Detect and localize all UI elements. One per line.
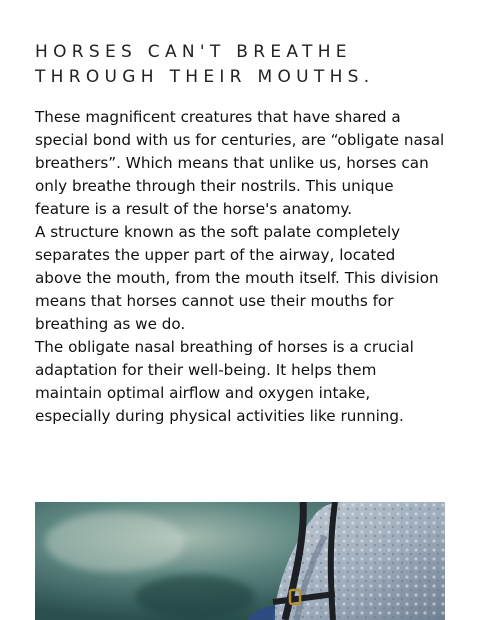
article-title-line-1: HORSES CAN'T BREATHE <box>35 42 352 62</box>
article-title <box>35 0 445 90</box>
horse-photo <box>35 502 445 620</box>
article-body <box>35 106 445 428</box>
paragraph-intro: These magnificent creatures that have shared a special bond with us for centuries, are “obligate nasal breathers”. Which means that unlike us, horses can only breathe through their nostrils. This unique feature is a result of the horse's anatomy. <box>35 108 445 218</box>
article-title-line-2: THROUGH THEIR MOUTHS. <box>35 67 375 87</box>
paragraph-adaptation: The obligate nasal breathing of horses is a crucial adaptation for their well-being. It helps them maintain optimal airflow and oxygen intake, especially during physical activities like running. <box>35 338 414 425</box>
article <box>35 0 445 428</box>
paragraph-soft-palate: A structure known as the soft palate completely separates the upper part of the airway, located above the mouth, from the mouth itself. This division means that horses cannot use their mouths for breathing as we do. <box>35 223 439 333</box>
horse-photo-illustration <box>35 502 445 620</box>
